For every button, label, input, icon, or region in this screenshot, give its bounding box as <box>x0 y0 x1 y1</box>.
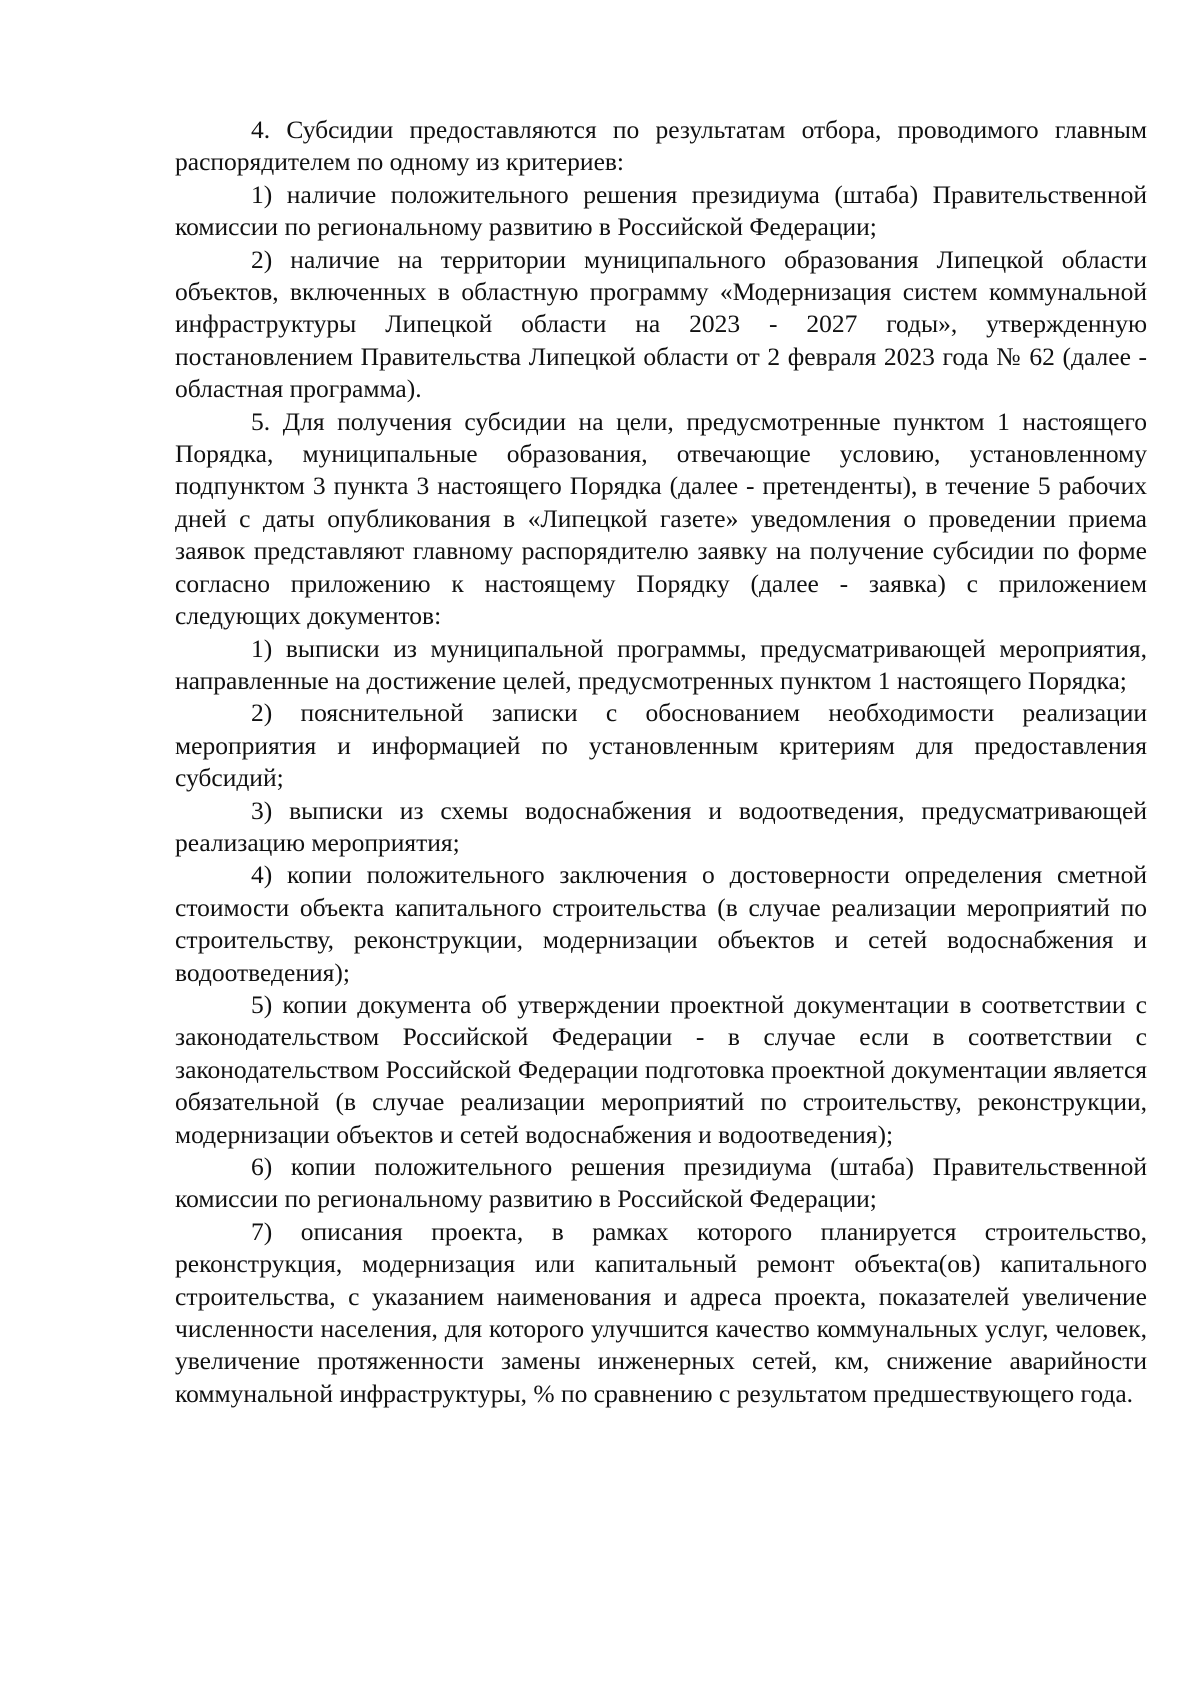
paragraph-4-criterion-2: 2) наличие на территории муниципального образования Липецкой области объектов, включенных в областную программу «Модернизация систем коммунальной инфраструктуры Липецкой области на 2023 - 2027 годы», утвержденную постановлением Правительства Липецкой области от 2 февраля 2023 года № 62 (далее - областная программа). <box>175 244 1147 404</box>
paragraph-5: 5. Для получения субсидии на цели, предусмотренные пунктом 1 настоящего Порядка, муниципальные образования, отвечающие условию, установленному подпунктом 3 пункта 3 настоящего Порядка (далее - претенденты), в течение 5 рабочих дней с даты опубликования в «Липецкой газете» уведомления о проведении приема заявок представляют главному распорядителю заявку на получение субсидии по форме согласно приложению к настоящему Порядку (далее - заявка) с приложением следующих документов: <box>175 406 1147 631</box>
paragraph-5-item-3: 3) выписки из схемы водоснабжения и водоотведения, предусматривающей реализацию мероприятия; <box>175 795 1147 857</box>
document-body <box>175 114 1147 1410</box>
paragraph-5-item-5: 5) копии документа об утверждении проектной документации в соответствии с законодательством Российской Федерации - в случае если в соответствии с законодательством Российской Федерации подготовка проектной документации является обязательной (в случае реализации мероприятий по строительству, реконструкции, модернизации объектов и сетей водоснабжения и водоотведения); <box>175 989 1147 1149</box>
paragraph-5-item-1: 1) выписки из муниципальной программы, предусматривающей мероприятия, направленные на достижение целей, предусмотренных пунктом 1 настоящего Порядка; <box>175 633 1147 695</box>
paragraph-4: 4. Субсидии предоставляются по результатам отбора, проводимого главным распорядителем по одному из критериев: <box>175 115 1147 177</box>
paragraph-5-item-6: 6) копии положительного решения президиума (штаба) Правительственной комиссии по региональному развитию в Российской Федерации; <box>175 1152 1147 1214</box>
paragraph-4-criterion-1: 1) наличие положительного решения президиума (штаба) Правительственной комиссии по региональному развитию в Российской Федерации; <box>175 179 1147 242</box>
paragraph-5-item-2: 2) пояснительной записки с обоснованием необходимости реализации мероприятия и информацией по установленным критериям для предоставления субсидий; <box>175 698 1147 793</box>
paragraph-5-item-4: 4) копии положительного заключения о достоверности определения сметной стоимости объекта капитального строительства (в случае реализации мероприятий по строительству, реконструкции, модернизации объектов и сетей водоснабжения и водоотведения); <box>175 860 1147 987</box>
paragraph-5-item-7: 7) описания проекта, в рамках которого планируется строительство, реконструкция, модернизация или капитальный ремонт объекта(ов) капитального строительства, с указанием наименования и адреса проекта, показателей увеличение численности населения, для которого улучшится качество коммунальных услуг, человек, увеличение протяженности замены инженерных сетей, км, снижение аварийности коммунальной инфраструктуры, % по сравнению с результатом предшествующего года. <box>175 1216 1147 1408</box>
